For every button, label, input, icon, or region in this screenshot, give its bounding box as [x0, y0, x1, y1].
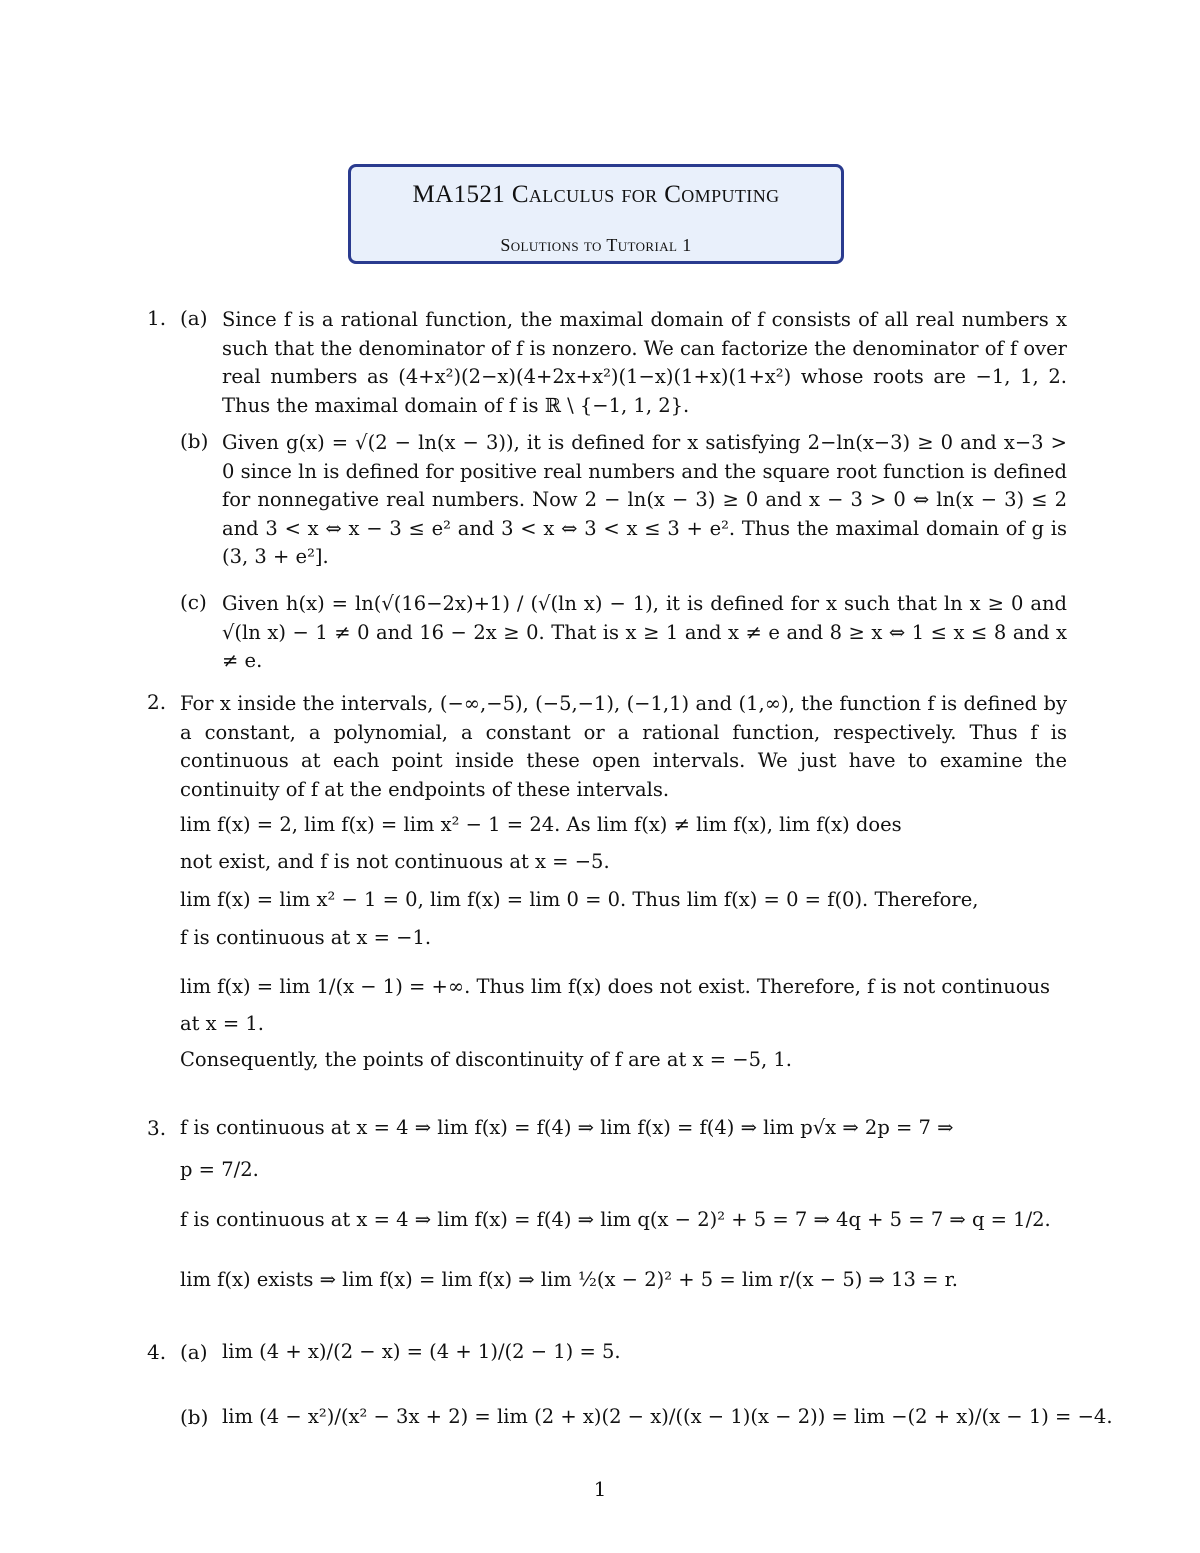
q2-step3-line2: at x = 1. — [180, 1012, 264, 1035]
q3-line1: f is continuous at x = 4 ⇒ lim f(x) = f(4) ⇒ lim f(x) = f(4) ⇒ lim p√x ⇒ 2p = 7 ⇒ — [180, 1116, 954, 1139]
q1b-text: Given g(x) = √(2 − ln(x − 3)), it is defined for x satisfying 2−ln(x−3) ≥ 0 and x−3 > 0 since ln is defined for positive real numbers and the square root function is defined for nonnegative real numbers. Now 2 − ln(x − 3) ≥ 0 and x − 3 > 0 ⇔ ln(x − 3) ≤ 2 and 3 < x ⇔ x − 3 ≤ e² and 3 < x ⇔ 3 < x ≤ 3 + e². Thus the maximal domain of g is (3, 3 + e²]. — [222, 431, 1067, 568]
course-title: MA1521 Calculus for Computing — [412, 181, 780, 208]
q2-step1-line1: lim f(x) = 2, lim f(x) = lim x² − 1 = 24. As lim f(x) ≠ lim f(x), lim f(x) does — [180, 813, 902, 836]
q4b-text: lim (4 − x²)/(x² − 3x + 2) = lim (2 + x)(2 − x)/((x − 1)(x − 2)) = lim −(2 + x)/(x − 1) = −4. — [222, 1405, 1113, 1428]
q1c-text: Given h(x) = ln(√(16−2x)+1) / (√(ln x) − 1), it is defined for x such that ln x ≥ 0 and √(ln x) − 1 ≠ 0 and 16 − 2x ≥ 0. That is x ≥ 1 and x ≠ e and 8 ≥ x ⇔ 1 ≤ x ≤ 8 and x ≠ e. — [222, 592, 1067, 672]
q2-step3-line1: lim f(x) = lim 1/(x − 1) = +∞. Thus lim f(x) does not exist. Therefore, f is not continuous — [180, 975, 1051, 998]
q3-line1b: p = 7/2. — [180, 1158, 259, 1181]
q1b-label: (b) — [180, 429, 209, 453]
q1a-text: Since f is a rational function, the maximal domain of f consists of all real numbers x such that the denominator of f is nonzero. We can factorize the denominator of f over real numbers as (4+x²)(2−x)(4+2x+x²)(1−x)(1+x)(1+x²) whose roots are −1, 1, 2. Thus the maximal domain of f is ℝ \ {−1, 1, 2}. — [222, 308, 1067, 417]
q1-number: 1. — [147, 306, 167, 330]
title-box — [348, 164, 844, 264]
q2-conclusion: Consequently, the points of discontinuity of f are at x = −5, 1. — [180, 1048, 792, 1071]
q4a-text: lim (4 + x)/(2 − x) = (4 + 1)/(2 − 1) = 5. — [222, 1340, 621, 1363]
q4-number: 4. — [147, 1340, 167, 1364]
q2-number: 2. — [147, 690, 167, 714]
q2-step2-line2: f is continuous at x = −1. — [180, 926, 432, 949]
q4b-label: (b) — [180, 1405, 209, 1429]
q3-line2: f is continuous at x = 4 ⇒ lim f(x) = f(4) ⇒ lim q(x − 2)² + 5 = 7 ⇒ 4q + 5 = 7 ⇒ q = 1/2. — [180, 1208, 1051, 1231]
q3-number: 3. — [147, 1116, 167, 1140]
q2-step1-line2: not exist, and f is not continuous at x = −5. — [180, 850, 610, 873]
q1a-label: (a) — [180, 306, 208, 330]
q2-intro: For x inside the intervals, (−∞,−5), (−5,−1), (−1,1) and (1,∞), the function f is defined by a constant, a polynomial, a constant or a rational function, respectively. Thus f is continuous at each point inside these open intervals. We just have to examine the continuity of f at the endpoints of these intervals. — [180, 692, 1067, 801]
q4a-label: (a) — [180, 1340, 208, 1364]
q3-line3: lim f(x) exists ⇒ lim f(x) = lim f(x) ⇒ lim ½(x − 2)² + 5 = lim r/(x − 5) ⇒ 13 = r. — [180, 1268, 958, 1291]
q2-step2-line1: lim f(x) = lim x² − 1 = 0, lim f(x) = lim 0 = 0. Thus lim f(x) = 0 = f(0). Therefore, — [180, 888, 979, 911]
tutorial-subtitle: Solutions to Tutorial 1 — [500, 235, 692, 255]
page-number: 1 — [593, 1477, 607, 1501]
q1c-label: (c) — [180, 590, 207, 614]
